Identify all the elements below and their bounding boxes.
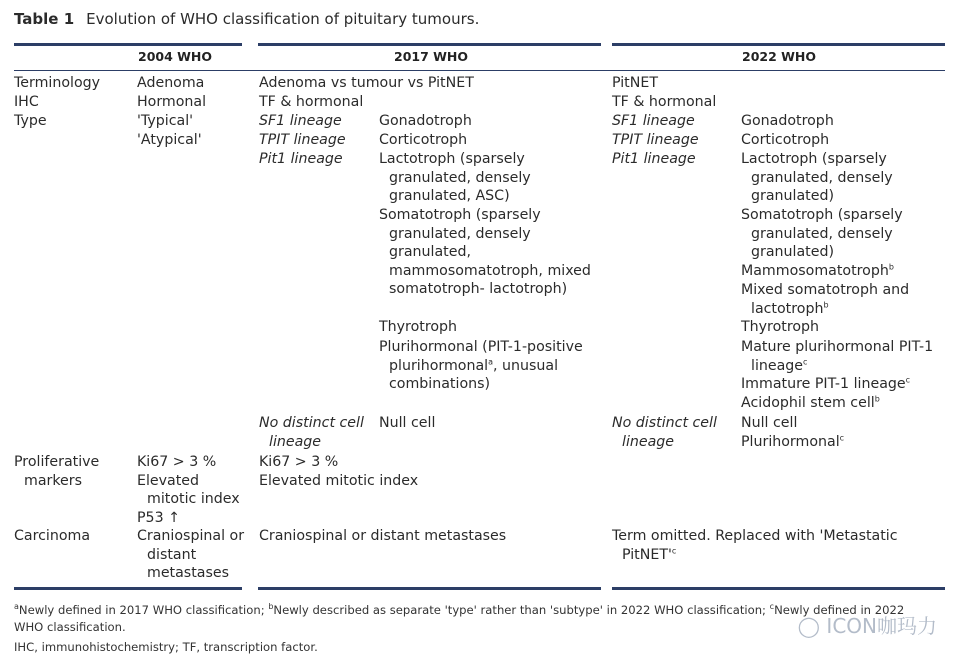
type-2017-corticotroph: Corticotroph xyxy=(379,132,468,148)
lineage-nodistinct-2022 xyxy=(612,414,717,451)
somatotroph-2017-line5: somatotroph- lactotroph) xyxy=(389,281,568,298)
lineage-tpit-2022: TPIT lineage xyxy=(612,132,699,148)
type-2022-thyrotroph: Thyrotroph xyxy=(741,319,820,335)
cell-2022-ihc: TF & hormonal xyxy=(612,94,717,110)
lactotroph-2017-line2: granulated, densely xyxy=(389,169,531,186)
cell-2004-proliferative xyxy=(137,453,240,527)
lactotroph-2017-line1: Lactotroph (sparsely xyxy=(379,151,525,167)
type-typical: 'Typical' xyxy=(137,113,194,129)
type-2017-null-cell: Null cell xyxy=(379,415,436,431)
type-atypical: 'Atypical' xyxy=(137,131,202,148)
mixed-2022-line2: lactotroph$^b$ xyxy=(751,299,829,317)
row-label-type: Type xyxy=(14,113,47,129)
somatotroph-2022-line2: granulated, densely xyxy=(751,225,893,242)
cell-2017-terminology: Adenoma vs tumour vs PitNET xyxy=(259,75,474,91)
row-label-terminology: Terminology xyxy=(14,75,101,91)
cell-2004-ihc: Hormonal xyxy=(137,94,207,110)
cell-2004-carcinoma xyxy=(137,527,244,583)
somatotroph-2017-line3: granulated, xyxy=(389,244,471,261)
nodistinct-2022-line1: No distinct cell xyxy=(612,415,717,431)
carcinoma-2022-line1: Term omitted. Replaced with 'Metastatic xyxy=(612,528,898,544)
lineage-pit1-2022: Pit1 lineage xyxy=(612,151,696,167)
mixed-2022-line1: Mixed somatotroph and xyxy=(741,282,910,298)
cell-2017-carcinoma: Craniospinal or distant metastases xyxy=(259,528,507,544)
type-2022-mixed xyxy=(741,281,909,318)
type-2017-plurihormonal xyxy=(379,338,583,394)
cell-2017-ihc: TF & hormonal xyxy=(259,94,364,110)
ki67-2017: Ki67 > 3 % xyxy=(259,454,339,470)
column-header-2004: 2004 WHO xyxy=(138,49,213,64)
type-2022-somatotroph xyxy=(741,206,903,262)
footnote-line1: $^a$Newly defined in 2017 WHO classification; $^b$Newly described as separate 'type' rather than 'subtype' in 2022 WHO classification; $^c$Newly defined in 2022 xyxy=(14,602,905,617)
lactotroph-2022-line1: Lactotroph (sparsely xyxy=(741,151,887,167)
nodistinct-2017-line2: lineage xyxy=(269,433,322,450)
somatotroph-2017-line1: Somatotroph (sparsely xyxy=(379,207,541,223)
somatotroph-2022-line3: granulated) xyxy=(751,244,834,261)
lineage-nodistinct-2017 xyxy=(259,414,364,451)
lactotroph-2022-line3: granulated) xyxy=(751,188,834,205)
type-2017-gonadotroph: Gonadotroph xyxy=(379,113,472,129)
cell-2004-terminology: Adenoma xyxy=(137,75,205,91)
top-rule-2004 xyxy=(128,43,242,46)
carcinoma-2022-line2: $PitNET'^c$ xyxy=(622,545,677,563)
table-label: Table 1 xyxy=(14,10,75,28)
p53-2004: P53 ↑ xyxy=(137,509,181,526)
top-rule-2022 xyxy=(612,43,945,46)
row-label-carcinoma: Carcinoma xyxy=(14,528,91,544)
somatotroph-2017-line2: granulated, densely xyxy=(389,225,531,242)
bottom-rule-left xyxy=(14,587,128,590)
lineage-sf1-2017: SF1 lineage xyxy=(259,113,342,129)
column-header-2017: 2017 WHO xyxy=(394,49,469,64)
lineage-pit1-2017: Pit1 lineage xyxy=(259,151,343,167)
carcinoma-2004-line1: Craniospinal or xyxy=(137,528,245,544)
type-2022-null-cell: Null cell xyxy=(741,415,798,431)
cell-2004-type xyxy=(137,112,202,149)
type-2022-corticotroph: Corticotroph xyxy=(741,132,830,148)
elevated-2017: Elevated mitotic index xyxy=(259,472,419,489)
carcinoma-2004-line2: distant xyxy=(147,546,197,563)
nodistinct-2017-line1: No distinct cell xyxy=(259,415,364,431)
top-rule-left xyxy=(14,43,128,46)
bottom-rule-2022 xyxy=(612,587,945,590)
footnote-line2: WHO classification. xyxy=(14,620,126,634)
type-2022-acidophil: Acidophil stem cell$^b$ xyxy=(741,394,880,411)
type-2022-gonadotroph: Gonadotroph xyxy=(741,113,834,129)
lactotroph-2022-line2: granulated, densely xyxy=(751,169,893,186)
watermark xyxy=(798,610,937,639)
bottom-rule-2004 xyxy=(128,587,242,590)
somatotroph-2022-line1: Somatotroph (sparsely xyxy=(741,207,903,223)
type-2022-plurihormonal: Plurihormonal$^c$ xyxy=(741,433,845,450)
type-2017-somatotroph xyxy=(379,206,591,299)
lactotroph-2017-line3: granulated, ASC) xyxy=(389,188,510,205)
mature-2022-line1: Mature plurihormonal PIT-1 xyxy=(741,339,934,355)
nodistinct-2022-line2: lineage xyxy=(622,433,675,450)
header-rule xyxy=(14,70,945,71)
row-label-ihc: IHC xyxy=(14,94,39,110)
watermark-text: ICON咖玛力 xyxy=(826,614,937,638)
wechat-icon: ◯ xyxy=(797,614,821,638)
type-2017-lactotroph xyxy=(379,150,531,206)
somatotroph-2017-line4: mammosomatotroph, mixed xyxy=(389,262,591,279)
mature-2022-line2: lineage$^c$ xyxy=(751,356,808,374)
top-rule-2017 xyxy=(258,43,601,46)
type-2022-mature-plurihormonal xyxy=(741,338,933,375)
table-title xyxy=(14,10,479,28)
row-label-proliferative xyxy=(14,453,99,490)
lineage-tpit-2017: TPIT lineage xyxy=(259,132,346,148)
cell-2017-proliferative xyxy=(259,453,418,490)
plurihormonal-2017-line3: combinations) xyxy=(389,376,491,393)
row-label-proliferative-line1: Proliferative xyxy=(14,454,100,470)
footnote-line3: IHC, immunohistochemistry; TF, transcription factor. xyxy=(14,640,318,654)
carcinoma-2004-line3: metastases xyxy=(147,565,229,582)
type-2017-thyrotroph: Thyrotroph xyxy=(379,319,458,335)
table-caption: Evolution of WHO classification of pituitary tumours. xyxy=(86,10,480,28)
elevated-2004: Elevated xyxy=(137,472,200,489)
cell-2022-terminology: PitNET xyxy=(612,75,658,91)
row-label-proliferative-line2: markers xyxy=(24,472,83,489)
type-2022-mammosomatotroph: Mammosomatotroph$^b$ xyxy=(741,262,894,279)
mitotic-index-2004: mitotic index xyxy=(147,491,240,508)
column-header-2022: 2022 WHO xyxy=(742,49,817,64)
ki67-2004: Ki67 > 3 % xyxy=(137,454,217,470)
plurihormonal-2017-line1: Plurihormonal (PIT-1-positive xyxy=(379,339,583,355)
plurihormonal-2017-line2: plurihormonal$^a$, unusual xyxy=(389,356,559,374)
lineage-sf1-2022: SF1 lineage xyxy=(612,113,695,129)
bottom-rule-2017 xyxy=(258,587,601,590)
type-2022-immature: Immature PIT-1 lineage$^c$ xyxy=(741,375,911,392)
cell-2022-carcinoma xyxy=(612,527,898,564)
type-2022-lactotroph xyxy=(741,150,893,206)
